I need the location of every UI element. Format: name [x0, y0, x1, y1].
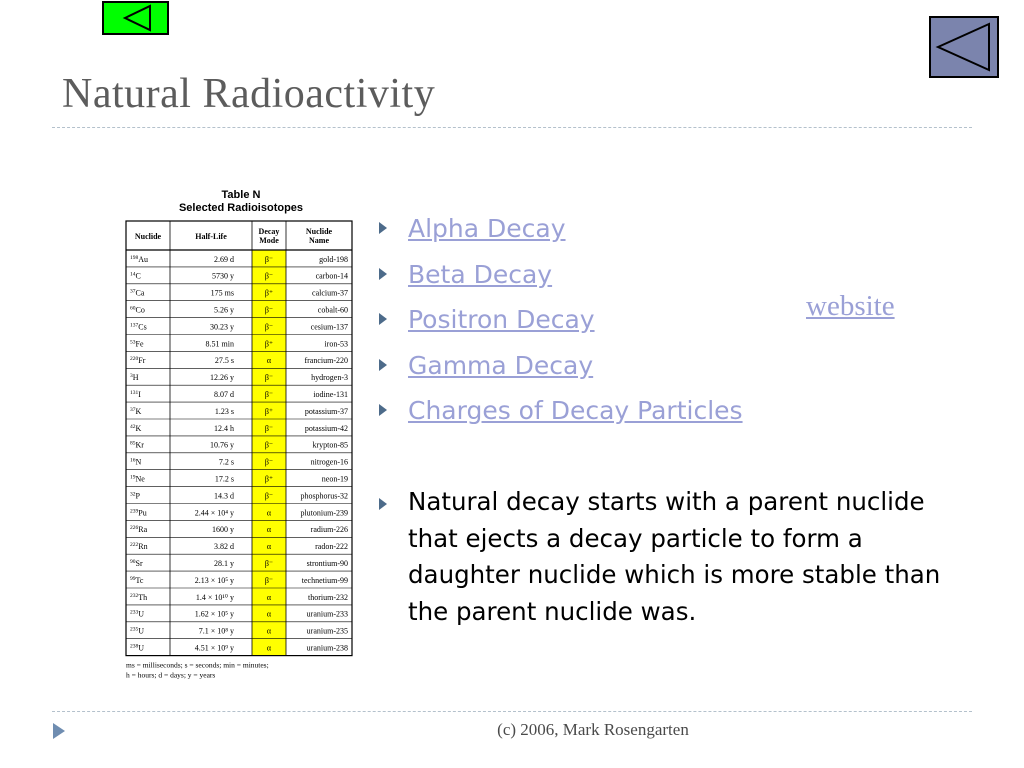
half-life-cell: 1.4 × 10¹⁰ y [195, 592, 234, 602]
half-life-cell: 1.23 s [214, 406, 234, 416]
half-life-cell: 30.23 y [210, 322, 234, 332]
nuclide-cell: $^{37}$K [130, 406, 142, 416]
list-item [378, 209, 743, 255]
nuclide-name-cell: potassium-42 [304, 423, 348, 433]
half-life-cell: 175 ms [210, 288, 234, 298]
prev-slide-button[interactable] [102, 1, 169, 35]
decay-explanation [378, 484, 968, 630]
nuclide-name-cell: plutonium-239 [300, 508, 348, 518]
half-life-cell: 5730 y [212, 271, 234, 281]
decay-mode-cell: β⁻ [264, 305, 274, 315]
table-header: Name [309, 236, 329, 245]
half-life-cell: 28.1 y [214, 559, 234, 569]
nuclide-cell: $^{32}$P [130, 491, 140, 501]
half-life-cell: 7.1 × 10⁸ y [198, 626, 234, 636]
decay-mode-cell: α [266, 643, 272, 653]
decay-mode-cell: β⁻ [264, 322, 274, 332]
nuclide-name-cell: phosphorus-32 [300, 491, 348, 501]
nuclide-name-cell: calcium-37 [312, 288, 348, 298]
decay-mode-cell: β⁻ [264, 373, 274, 383]
decay-mode-cell: β⁻ [264, 559, 274, 569]
decay-mode-cell: β⁻ [264, 457, 274, 467]
nuclide-cell: $^{60}$Co [130, 305, 145, 315]
table-subtitle: Selected Radioisotopes [178, 202, 304, 214]
nuclide-cell: $^{42}$K [130, 423, 142, 433]
footer-divider [52, 711, 972, 712]
nuclide-cell: $^{99}$Tc [130, 575, 144, 585]
nuclide-name-cell: krypton-85 [312, 440, 348, 450]
charges-of-decay-particles-link[interactable]: Charges of Decay Particles [408, 396, 743, 425]
decay-links-list [378, 209, 743, 437]
triangle-right-icon [378, 312, 388, 326]
half-life-cell: 12.26 y [210, 373, 234, 383]
half-life-cell: 12.4 h [214, 423, 234, 433]
nuclide-cell: $^{198}$Au [130, 254, 149, 264]
alpha-decay-link[interactable]: Alpha Decay [408, 214, 566, 243]
nuclide-name-cell: technetium-99 [301, 575, 348, 585]
nuclide-cell: $^{131}$I [130, 390, 141, 400]
nuclide-name-cell: radium-226 [310, 525, 348, 535]
table-title: Table N [221, 189, 261, 201]
triangle-right-icon [378, 221, 388, 235]
decay-mode-cell: β⁻ [264, 271, 274, 281]
half-life-cell: 1.62 × 10⁵ y [194, 609, 234, 619]
decay-mode-cell: β⁺ [264, 288, 274, 298]
triangle-right-icon [378, 358, 388, 372]
decay-mode-cell: α [266, 508, 272, 518]
table-header: Nuclide [134, 232, 162, 241]
list-item [378, 255, 743, 301]
triangle-right-icon [378, 403, 388, 417]
nuclide-cell: $^{53}$Fe [130, 339, 144, 349]
half-life-cell: 2.44 × 10⁴ y [194, 508, 234, 518]
table-header: Half-Life [195, 232, 227, 241]
nuclide-cell: $^3$H [130, 373, 139, 383]
nuclide-cell: $^{232}$Th [130, 592, 148, 602]
half-life-cell: 17.2 s [214, 474, 234, 484]
nuclide-name-cell: thorium-232 [308, 592, 348, 602]
decay-mode-cell: β⁻ [264, 491, 274, 501]
nuclide-cell: $^{235}$U [130, 626, 145, 636]
half-life-cell: 14.3 d [214, 491, 234, 501]
nuclide-cell: $^{226}$Ra [130, 525, 148, 535]
nuclide-name-cell: uranium-233 [306, 609, 348, 619]
nuclide-name-cell: iodine-131 [313, 390, 348, 400]
nuclide-name-cell: uranium-235 [306, 626, 348, 636]
table-header: Mode [259, 236, 279, 245]
decay-mode-cell: α [266, 592, 272, 602]
triangle-right-icon [378, 497, 388, 511]
half-life-cell: 2.69 d [214, 254, 234, 264]
nuclide-name-cell: strontium-90 [306, 559, 348, 569]
table-header: Nuclide [305, 227, 333, 236]
half-life-cell: 7.2 s [218, 457, 234, 467]
decay-mode-cell: α [266, 626, 272, 636]
nuclide-cell: $^{137}$Cs [130, 322, 147, 332]
nuclide-cell: $^{238}$U [130, 643, 145, 653]
half-life-cell: 10.76 y [210, 440, 234, 450]
list-item [378, 391, 743, 437]
decay-mode-cell: β⁺ [264, 339, 274, 349]
decay-mode-cell: α [266, 609, 272, 619]
nuclide-name-cell: cesium-137 [310, 322, 348, 332]
half-life-cell: 8.51 min [205, 339, 234, 349]
half-life-cell: 8.07 d [214, 390, 234, 400]
nuclide-cell: $^{19}$Ne [130, 474, 145, 484]
nuclide-cell: $^{233}$U [130, 609, 145, 619]
list-item [378, 300, 743, 346]
table-note: ms = milliseconds; s = seconds; min = minutes; [126, 660, 269, 670]
nuclide-cell: $^{90}$Sr [130, 559, 143, 569]
decay-mode-cell: α [266, 525, 272, 535]
half-life-cell: 2.13 × 10⁵ y [194, 575, 234, 585]
nuclide-cell: $^{85}$Kr [130, 440, 144, 450]
nuclide-name-cell: neon-19 [321, 474, 348, 484]
half-life-cell: 1600 y [212, 525, 234, 535]
nuclide-name-cell: francium-220 [304, 356, 348, 366]
decay-mode-cell: β⁻ [264, 254, 274, 264]
table-border [126, 221, 352, 656]
title-divider [52, 127, 972, 128]
nuclide-cell: $^{37}$Ca [130, 288, 145, 298]
footer-copyright: (c) 2006, Mark Rosengarten [497, 720, 689, 739]
triangle-right-icon [378, 267, 388, 281]
nuclide-name-cell: iron-53 [324, 339, 348, 349]
decay-mode-cell: α [266, 356, 272, 366]
nuclide-name-cell: hydrogen-3 [311, 373, 348, 383]
radioisotopes-table [124, 186, 358, 681]
decay-mode-cell: β⁻ [264, 423, 274, 433]
table-note: h = hours; d = days; y = years [126, 670, 216, 680]
triangle-left-icon [104, 3, 167, 33]
nuclide-cell: $^{16}$N [130, 457, 142, 467]
list-item [378, 346, 743, 392]
half-life-cell: 3.82 d [214, 542, 234, 552]
nuclide-cell: $^{14}$C [130, 271, 141, 281]
nuclide-cell: $^{220}$Fr [130, 356, 146, 366]
nuclide-name-cell: carbon-14 [315, 271, 348, 281]
nuclide-cell: $^{222}$Rn [130, 542, 148, 552]
nuclide-name-cell: gold-198 [319, 254, 348, 264]
back-button[interactable] [929, 16, 999, 78]
nuclide-name-cell: uranium-238 [306, 643, 348, 653]
gamma-decay-link[interactable]: Gamma Decay [408, 350, 594, 380]
decay-mode-cell: β⁺ [264, 406, 274, 416]
nuclide-cell: $^{239}$Pu [130, 508, 147, 518]
triangle-left-icon [931, 18, 997, 76]
half-life-cell: 4.51 × 10⁹ y [194, 643, 234, 653]
slide-title: Natural Radioactivity [62, 71, 436, 117]
nuclide-name-cell: cobalt-60 [317, 305, 348, 315]
decay-mode-cell: β⁻ [264, 390, 274, 400]
nuclide-name-cell: radon-222 [315, 542, 348, 552]
decay-mode-cell: β⁻ [264, 575, 274, 585]
decay-mode-cell: α [266, 542, 272, 552]
positron-decay-link[interactable]: Positron Decay [408, 305, 595, 334]
paragraph-text: Natural decay starts with a parent nuclide that ejects a decay particle to form a daughter nuclide which is more stable than the parent nuclide was. [408, 487, 941, 626]
decay-mode-cell: β⁺ [264, 474, 274, 484]
website-link[interactable]: website [806, 290, 895, 322]
table-header: Decay [258, 227, 280, 236]
nuclide-name-cell: nitrogen-16 [310, 457, 348, 467]
nuclide-name-cell: potassium-37 [304, 406, 348, 416]
half-life-cell: 27.5 s [214, 356, 234, 366]
beta-decay-link[interactable]: Beta Decay [408, 259, 553, 289]
half-life-cell: 5.26 y [214, 305, 234, 315]
decay-mode-cell: β⁻ [264, 440, 274, 450]
